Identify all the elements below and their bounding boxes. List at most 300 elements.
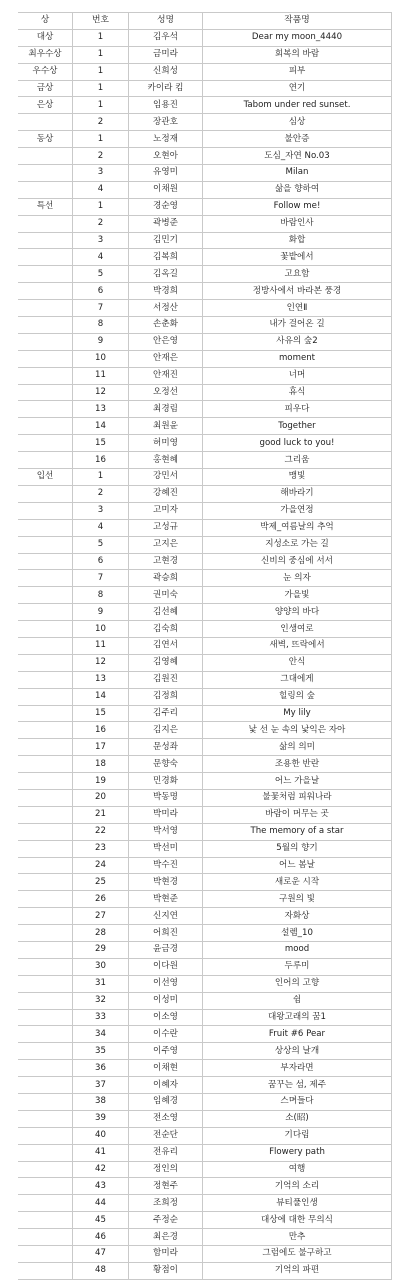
cell-number: 39: [73, 1110, 129, 1127]
cell-award: [18, 1127, 73, 1144]
cell-number: 2: [73, 114, 129, 131]
table-row: [18, 401, 392, 418]
cell-award: [18, 637, 73, 654]
cell-award: [18, 823, 73, 840]
cell-award: [18, 1110, 73, 1127]
table-row: [18, 857, 392, 874]
table-row: [18, 181, 392, 198]
table-row: [18, 789, 392, 806]
table-row: [18, 131, 392, 148]
table-row: [18, 604, 392, 621]
cell-work-title: 양양의 바다: [203, 604, 392, 621]
cell-name: 안재진: [129, 367, 203, 384]
cell-number: 2: [73, 215, 129, 232]
table-row: [18, 925, 392, 942]
cell-award: [18, 654, 73, 671]
table-row: [18, 958, 392, 975]
cell-name: 박경희: [129, 283, 203, 300]
table-row: [18, 452, 392, 469]
cell-number: 21: [73, 806, 129, 823]
cell-work-title: 피부: [203, 63, 392, 80]
cell-award: [18, 148, 73, 165]
cell-name: 강혜진: [129, 485, 203, 502]
cell-name: 이선영: [129, 975, 203, 992]
table-row: [18, 840, 392, 857]
cell-number: 24: [73, 857, 129, 874]
cell-number: 1: [73, 97, 129, 114]
cell-award: [18, 773, 73, 790]
table-row: [18, 300, 392, 317]
cell-number: 5: [73, 266, 129, 283]
cell-work-title: 여행: [203, 1161, 392, 1178]
cell-name: 문성좌: [129, 739, 203, 756]
table-row: [18, 249, 392, 266]
cell-work-title: 회복의 바람: [203, 46, 392, 63]
cell-name: 이혜자: [129, 1077, 203, 1094]
cell-award: [18, 114, 73, 131]
table-row: [18, 148, 392, 165]
cell-award: [18, 891, 73, 908]
header-name: 성명: [129, 13, 203, 30]
cell-number: 14: [73, 418, 129, 435]
table-row: [18, 46, 392, 63]
cell-number: 8: [73, 317, 129, 334]
cell-work-title: moment: [203, 350, 392, 367]
cell-name: 안은영: [129, 333, 203, 350]
cell-name: 김선혜: [129, 604, 203, 621]
table-row: [18, 536, 392, 553]
cell-number: 35: [73, 1043, 129, 1060]
table-row: [18, 29, 392, 46]
cell-work-title: Flowery path: [203, 1144, 392, 1161]
table-row: [18, 806, 392, 823]
cell-name: 안재은: [129, 350, 203, 367]
cell-name: 박서영: [129, 823, 203, 840]
cell-award: [18, 621, 73, 638]
cell-number: 9: [73, 604, 129, 621]
cell-work-title: 가을연정: [203, 502, 392, 519]
cell-name: 박미라: [129, 806, 203, 823]
cell-work-title: 화합: [203, 232, 392, 249]
cell-work-title: 낯 선 눈 속의 낯익은 자아: [203, 722, 392, 739]
cell-work-title: 쉼: [203, 992, 392, 1009]
cell-name: 정현주: [129, 1178, 203, 1195]
cell-award: [18, 165, 73, 182]
cell-award: 최우수상: [18, 46, 73, 63]
cell-number: 4: [73, 181, 129, 198]
cell-work-title: good luck to you!: [203, 435, 392, 452]
table-row: [18, 97, 392, 114]
cell-award: [18, 992, 73, 1009]
cell-work-title: 연기: [203, 80, 392, 97]
cell-award: [18, 1009, 73, 1026]
cell-work-title: 불꽃처럼 피워나라: [203, 789, 392, 806]
cell-work-title: 5월의 향기: [203, 840, 392, 857]
cell-work-title: Fruit #6 Pear: [203, 1026, 392, 1043]
cell-number: 12: [73, 654, 129, 671]
cell-number: 6: [73, 553, 129, 570]
cell-award: 동상: [18, 131, 73, 148]
table-row: [18, 502, 392, 519]
cell-work-title: 설렘_10: [203, 925, 392, 942]
table-row: [18, 992, 392, 1009]
table-row: [18, 350, 392, 367]
cell-number: 22: [73, 823, 129, 840]
cell-work-title: 안식: [203, 654, 392, 671]
cell-award: [18, 1161, 73, 1178]
cell-name: 최원윤: [129, 418, 203, 435]
cell-award: 금상: [18, 80, 73, 97]
cell-work-title: 대상에 대한 무의식: [203, 1212, 392, 1229]
cell-award: [18, 333, 73, 350]
cell-work-title: Dear my moon_4440: [203, 29, 392, 46]
header-number: 번호: [73, 13, 129, 30]
table-row: [18, 891, 392, 908]
cell-work-title: 지성소로 가는 길: [203, 536, 392, 553]
cell-number: 1: [73, 46, 129, 63]
cell-award: [18, 384, 73, 401]
cell-award: [18, 418, 73, 435]
cell-number: 28: [73, 925, 129, 942]
cell-name: 신희성: [129, 63, 203, 80]
table-row: [18, 165, 392, 182]
cell-award: [18, 857, 73, 874]
cell-number: 7: [73, 300, 129, 317]
table-row: [18, 1262, 392, 1279]
cell-work-title: My lily: [203, 705, 392, 722]
cell-name: 홍현혜: [129, 452, 203, 469]
cell-work-title: 정방사에서 바라본 풍경: [203, 283, 392, 300]
table-row: [18, 773, 392, 790]
table-row: [18, 941, 392, 958]
cell-work-title: 인어의 고향: [203, 975, 392, 992]
cell-number: 1: [73, 131, 129, 148]
cell-work-title: 삶의 의미: [203, 739, 392, 756]
cell-work-title: 그리움: [203, 452, 392, 469]
cell-award: [18, 874, 73, 891]
cell-name: 노정재: [129, 131, 203, 148]
table-row: [18, 975, 392, 992]
cell-number: 6: [73, 283, 129, 300]
cell-number: 42: [73, 1161, 129, 1178]
table-row: [18, 80, 392, 97]
cell-award: [18, 1212, 73, 1229]
table-row: [18, 1094, 392, 1111]
cell-work-title: 스며들다: [203, 1094, 392, 1111]
cell-number: 1: [73, 29, 129, 46]
table-row: [18, 418, 392, 435]
cell-award: [18, 570, 73, 587]
cell-number: 1: [73, 80, 129, 97]
table-row: [18, 1144, 392, 1161]
cell-award: [18, 181, 73, 198]
cell-name: 김우석: [129, 29, 203, 46]
table-row: [18, 1212, 392, 1229]
cell-number: 18: [73, 756, 129, 773]
table-row: [18, 587, 392, 604]
cell-award: [18, 300, 73, 317]
cell-award: [18, 688, 73, 705]
table-row: [18, 266, 392, 283]
cell-name: 고성규: [129, 519, 203, 536]
cell-work-title: 인생여로: [203, 621, 392, 638]
cell-number: 48: [73, 1262, 129, 1279]
cell-name: 금미라: [129, 46, 203, 63]
cell-name: 김숙희: [129, 621, 203, 638]
table-row: [18, 232, 392, 249]
award-results-sheet: [18, 12, 392, 1280]
cell-name: 오현아: [129, 148, 203, 165]
cell-number: 30: [73, 958, 129, 975]
cell-number: 13: [73, 671, 129, 688]
cell-award: [18, 502, 73, 519]
cell-award: [18, 1026, 73, 1043]
cell-work-title: Milan: [203, 165, 392, 182]
table-row: [18, 1127, 392, 1144]
table-row: [18, 553, 392, 570]
table-row: [18, 198, 392, 215]
cell-work-title: 자화상: [203, 908, 392, 925]
table-row: [18, 1229, 392, 1246]
cell-work-title: 기억의 소리: [203, 1178, 392, 1195]
cell-number: 5: [73, 536, 129, 553]
cell-number: 14: [73, 688, 129, 705]
cell-award: [18, 519, 73, 536]
cell-award: [18, 1229, 73, 1246]
table-row: [18, 215, 392, 232]
cell-number: 43: [73, 1178, 129, 1195]
table-row: [18, 1026, 392, 1043]
cell-award: [18, 1144, 73, 1161]
cell-award: [18, 941, 73, 958]
table-row: [18, 519, 392, 536]
table-row: [18, 1195, 392, 1212]
cell-work-title: 새로운 시작: [203, 874, 392, 891]
cell-name: 강민서: [129, 469, 203, 486]
cell-work-title: 어느 봄날: [203, 857, 392, 874]
table-row: [18, 688, 392, 705]
cell-number: 4: [73, 249, 129, 266]
cell-name: 카이라 킴: [129, 80, 203, 97]
cell-number: 29: [73, 941, 129, 958]
cell-number: 11: [73, 367, 129, 384]
cell-number: 38: [73, 1094, 129, 1111]
cell-name: 이채현: [129, 1060, 203, 1077]
cell-award: [18, 401, 73, 418]
cell-work-title: 너머: [203, 367, 392, 384]
cell-number: 1: [73, 198, 129, 215]
cell-award: [18, 789, 73, 806]
cell-work-title: 어느 가을날: [203, 773, 392, 790]
cell-award: [18, 215, 73, 232]
table-row: [18, 874, 392, 891]
cell-name: 유영미: [129, 165, 203, 182]
cell-name: 임혜경: [129, 1094, 203, 1111]
cell-award: [18, 350, 73, 367]
cell-name: 박동명: [129, 789, 203, 806]
table-row: [18, 114, 392, 131]
cell-award: [18, 485, 73, 502]
cell-work-title: 만추: [203, 1229, 392, 1246]
cell-work-title: 맹빛: [203, 469, 392, 486]
cell-name: 김민기: [129, 232, 203, 249]
cell-number: 33: [73, 1009, 129, 1026]
table-body: [18, 13, 392, 1280]
cell-work-title: 바람이 머무는 곳: [203, 806, 392, 823]
cell-work-title: 꿈꾸는 섬, 제주: [203, 1077, 392, 1094]
table-row: [18, 1043, 392, 1060]
table-row: [18, 705, 392, 722]
cell-number: 32: [73, 992, 129, 1009]
cell-number: 45: [73, 1212, 129, 1229]
cell-work-title: 두루미: [203, 958, 392, 975]
cell-award: [18, 806, 73, 823]
cell-number: 26: [73, 891, 129, 908]
cell-name: 김영혜: [129, 654, 203, 671]
table-row: [18, 739, 392, 756]
cell-number: 11: [73, 637, 129, 654]
cell-award: [18, 367, 73, 384]
cell-name: 정인의: [129, 1161, 203, 1178]
cell-award: [18, 283, 73, 300]
table-row: [18, 367, 392, 384]
table-row: [18, 1246, 392, 1263]
award-results-table: [18, 12, 392, 1280]
cell-name: 최은경: [129, 1229, 203, 1246]
cell-award: [18, 604, 73, 621]
cell-name: 함미라: [129, 1246, 203, 1263]
cell-number: 40: [73, 1127, 129, 1144]
cell-work-title: 힐링의 숲: [203, 688, 392, 705]
table-row: [18, 384, 392, 401]
cell-work-title: 내가 걸어온 길: [203, 317, 392, 334]
table-row: [18, 621, 392, 638]
cell-name: 고미자: [129, 502, 203, 519]
cell-name: 오정선: [129, 384, 203, 401]
cell-award: [18, 722, 73, 739]
cell-number: 10: [73, 350, 129, 367]
cell-name: 이소영: [129, 1009, 203, 1026]
cell-work-title: 상상의 날개: [203, 1043, 392, 1060]
cell-award: 입선: [18, 469, 73, 486]
cell-work-title: 조용한 반란: [203, 756, 392, 773]
cell-work-title: 소(昭): [203, 1110, 392, 1127]
cell-name: 김옥길: [129, 266, 203, 283]
cell-number: 46: [73, 1229, 129, 1246]
cell-work-title: 삶을 향하여: [203, 181, 392, 198]
cell-award: [18, 975, 73, 992]
cell-name: 경순영: [129, 198, 203, 215]
cell-name: 이채원: [129, 181, 203, 198]
cell-award: [18, 1060, 73, 1077]
header-award: 상: [18, 13, 73, 30]
cell-work-title: The memory of a star: [203, 823, 392, 840]
cell-name: 김원진: [129, 671, 203, 688]
table-row: [18, 671, 392, 688]
cell-award: [18, 553, 73, 570]
cell-name: 윤금경: [129, 941, 203, 958]
cell-work-title: 바람인사: [203, 215, 392, 232]
table-row: [18, 722, 392, 739]
cell-number: 27: [73, 908, 129, 925]
table-row: [18, 485, 392, 502]
table-row: [18, 1060, 392, 1077]
cell-work-title: 구원의 빛: [203, 891, 392, 908]
table-row: [18, 63, 392, 80]
cell-work-title: Tabom under red sunset.: [203, 97, 392, 114]
cell-name: 장관호: [129, 114, 203, 131]
cell-name: 임용진: [129, 97, 203, 114]
cell-award: 대상: [18, 29, 73, 46]
cell-work-title: 사유의 숲2: [203, 333, 392, 350]
cell-award: [18, 317, 73, 334]
cell-award: [18, 1043, 73, 1060]
cell-work-title: 심상: [203, 114, 392, 131]
cell-number: 19: [73, 773, 129, 790]
cell-name: 이주영: [129, 1043, 203, 1060]
cell-number: 44: [73, 1195, 129, 1212]
cell-number: 17: [73, 739, 129, 756]
cell-number: 15: [73, 435, 129, 452]
table-row: [18, 1178, 392, 1195]
cell-award: [18, 739, 73, 756]
cell-number: 36: [73, 1060, 129, 1077]
cell-name: 어희진: [129, 925, 203, 942]
cell-number: 20: [73, 789, 129, 806]
cell-name: 이수란: [129, 1026, 203, 1043]
cell-award: [18, 587, 73, 604]
cell-award: [18, 1178, 73, 1195]
cell-number: 23: [73, 840, 129, 857]
cell-award: [18, 705, 73, 722]
cell-name: 신지연: [129, 908, 203, 925]
cell-name: 박현경: [129, 874, 203, 891]
cell-name: 문향숙: [129, 756, 203, 773]
cell-name: 김정희: [129, 688, 203, 705]
cell-award: [18, 925, 73, 942]
cell-name: 김복희: [129, 249, 203, 266]
cell-award: [18, 756, 73, 773]
cell-number: 12: [73, 384, 129, 401]
cell-work-title: 꽃밭에서: [203, 249, 392, 266]
cell-work-title: Follow me!: [203, 198, 392, 215]
cell-award: [18, 1195, 73, 1212]
table-header-row: [18, 13, 392, 30]
cell-number: 9: [73, 333, 129, 350]
cell-award: 은상: [18, 97, 73, 114]
cell-award: 우수상: [18, 63, 73, 80]
cell-work-title: 해바라기: [203, 485, 392, 502]
cell-name: 서정산: [129, 300, 203, 317]
cell-number: 1: [73, 63, 129, 80]
cell-work-title: Together: [203, 418, 392, 435]
cell-work-title: 기다림: [203, 1127, 392, 1144]
cell-name: 전소영: [129, 1110, 203, 1127]
table-row: [18, 637, 392, 654]
table-row: [18, 317, 392, 334]
cell-number: 8: [73, 587, 129, 604]
cell-award: [18, 1094, 73, 1111]
cell-name: 전순단: [129, 1127, 203, 1144]
cell-award: [18, 536, 73, 553]
table-row: [18, 570, 392, 587]
cell-name: 이성미: [129, 992, 203, 1009]
cell-name: 곽병준: [129, 215, 203, 232]
cell-number: 16: [73, 722, 129, 739]
cell-number: 2: [73, 148, 129, 165]
cell-name: 권미숙: [129, 587, 203, 604]
cell-number: 3: [73, 232, 129, 249]
